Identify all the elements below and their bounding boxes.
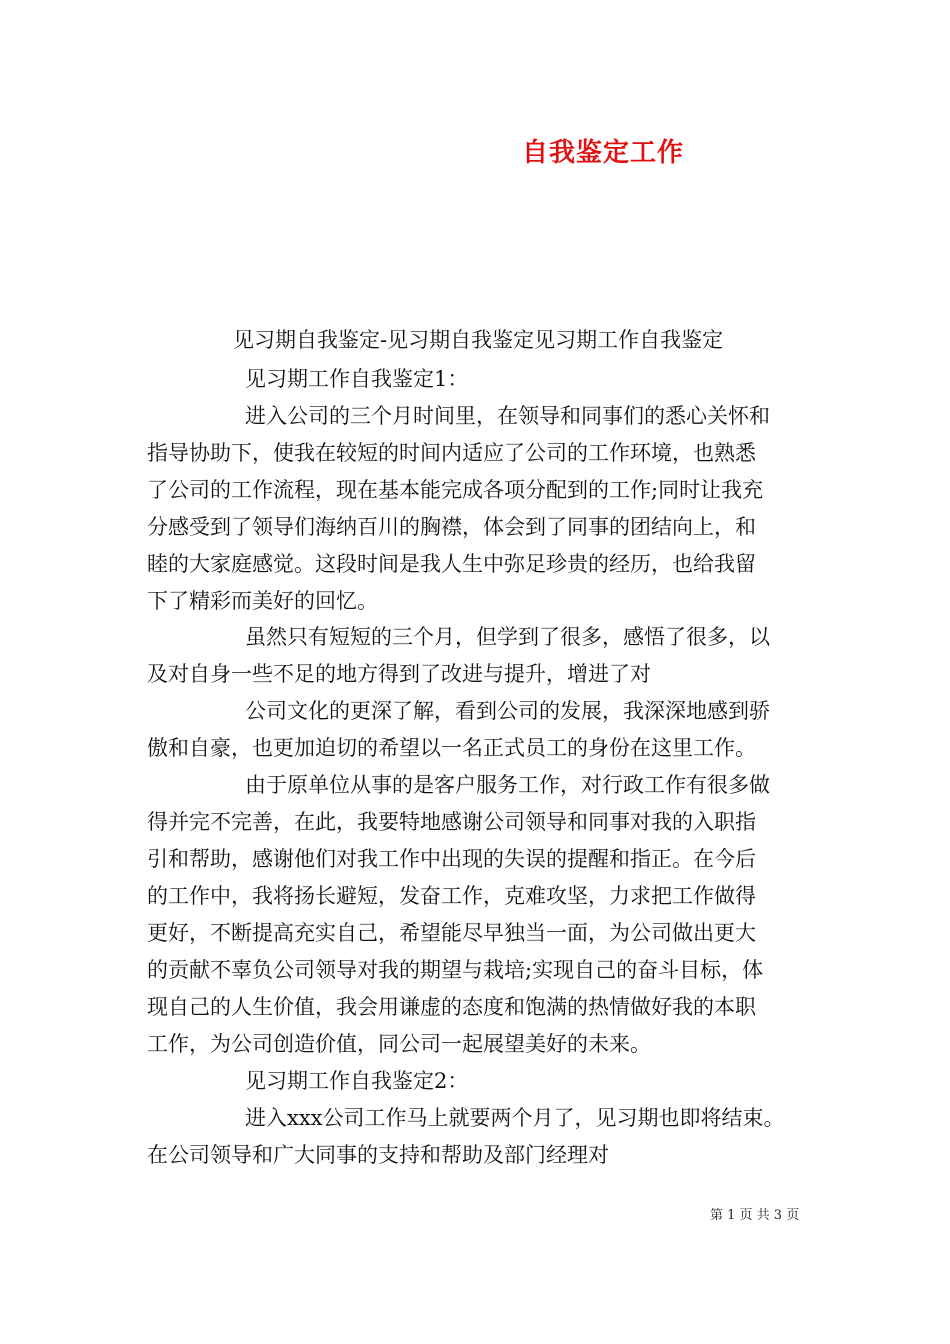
text-line: 见习期自我鉴定-见习期自我鉴定见习期工作自我鉴定 [233, 328, 724, 352]
text-line: 的工作中，我将扬长避短，发奋工作，克难攻坚，力求把工作做得 [147, 884, 756, 908]
text-line: 由于原单位从事的是客户服务工作，对行政工作有很多做 [245, 773, 770, 797]
text-line: 引和帮助，感谢他们对我工作中出现的失误的提醒和指正。在今后 [147, 847, 756, 871]
text-line: 的贡献不辜负公司领导对我的期望与栽培;实现自己的奋斗目标，体 [147, 958, 764, 982]
text-line: 下了精彩而美好的回忆。 [147, 589, 378, 613]
text-line: 工作，为公司创造价值，同公司一起展望美好的未来。 [147, 1032, 651, 1056]
text-line: 睦的大家庭感觉。这段时间是我人生中弥足珍贵的经历，也给我留 [147, 552, 756, 576]
page-footer: 第 1 页 共 3 页 [710, 1208, 800, 1223]
text-line: 在公司领导和广大同事的支持和帮助及部门经理对 [147, 1143, 609, 1167]
text-line: 分感受到了领导们海纳百川的胸襟，体会到了同事的团结向上，和 [147, 515, 756, 539]
text-line: 现自己的人生价值，我会用谦虚的态度和饱满的热情做好我的本职 [147, 995, 756, 1019]
text-line: 见习期工作自我鉴定1： [245, 367, 469, 391]
text-line: 了公司的工作流程，现在基本能完成各项分配到的工作;同时让我充 [147, 478, 764, 502]
text-line: 进入公司的三个月时间里，在领导和同事们的悉心关怀和 [245, 404, 770, 428]
text-line: 公司文化的更深了解，看到公司的发展，我深深地感到骄 [245, 699, 770, 723]
text-line: 更好，不断提高充实自己，希望能尽早独当一面，为公司做出更大 [147, 921, 756, 945]
text-line: 指导协助下，使我在较短的时间内适应了公司的工作环境，也熟悉 [147, 441, 756, 465]
text-line: 傲和自豪，也更加迫切的希望以一名正式员工的身份在这里工作。 [147, 736, 756, 760]
text-line: 虽然只有短短的三个月，但学到了很多，感悟了很多，以 [245, 625, 770, 649]
text-line: 及对自身一些不足的地方得到了改进与提升，增进了对 [147, 662, 651, 686]
text-line: 进入xxx公司工作马上就要两个月了，见习期也即将结束。 [245, 1106, 785, 1130]
text-line: 见习期工作自我鉴定2： [245, 1069, 469, 1093]
text-line: 得并完不完善，在此，我要特地感谢公司领导和同事对我的入职指 [147, 810, 756, 834]
document-title: 自我鉴定工作 [521, 138, 684, 168]
